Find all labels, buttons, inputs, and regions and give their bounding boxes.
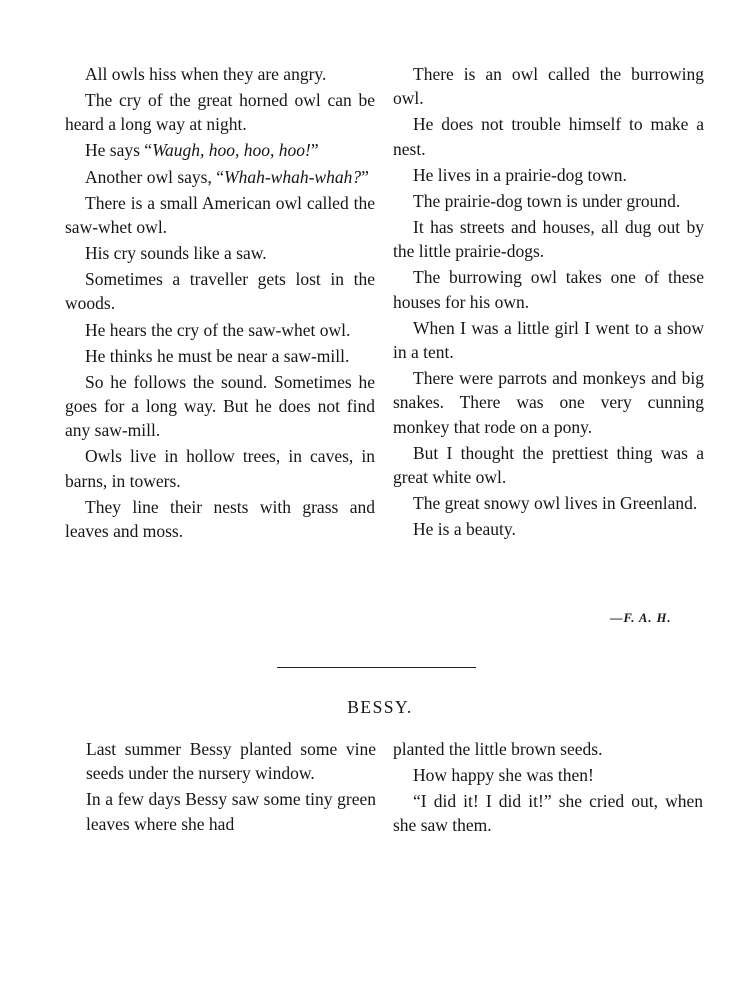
paragraph: “I did it! I did it!” she cried out, when she saw them. [393, 791, 703, 836]
paragraph: planted the little brown seeds. [393, 739, 603, 759]
story-title: BESSY. [347, 697, 413, 717]
paragraph: But I thought the prettiest thing was a great white owl. [393, 442, 704, 488]
paragraph: He hears the cry of the saw-whet owl. [85, 319, 351, 340]
paragraph: They line their nests with grass and leaves and moss. [65, 496, 375, 542]
paragraph: He is a beauty. [413, 519, 516, 540]
bessy-column-left [86, 737, 376, 838]
paragraph: His cry sounds like a saw. [85, 243, 267, 264]
owls-column-left [65, 62, 375, 545]
text-run: Another owl says, “ [85, 166, 225, 187]
owl-cry-italic: Whah-whah-whah? [224, 166, 362, 187]
paragraph: When I was a little girl I went to a show in a tent. [393, 317, 704, 363]
paragraph: In a few days Bessy saw some tiny green leaves where she had [86, 789, 376, 834]
paragraph: All owls hiss when they are angry. [85, 64, 327, 84]
paragraph: The cry of the great horned owl can be heard a long way at night. [65, 90, 375, 135]
bessy-column-right [393, 737, 703, 840]
paragraph: Last summer Bessy planted some vine seeds under the nursery window. [86, 739, 376, 784]
owl-cry-italic: Waugh, hoo, hoo, hoo! [152, 140, 311, 161]
paragraph: Sometimes a traveller gets lost in the woods. [65, 269, 375, 314]
paragraph: The burrowing owl takes one of these houses for his own. [393, 267, 704, 312]
paragraph: He lives in a prairie-dog town. [413, 164, 627, 185]
paragraph: There is an owl called the burrowing owl. [393, 64, 704, 109]
paragraph: How happy she was then! [413, 765, 594, 786]
paragraph: There were parrots and monkeys and big snakes. There was one very cunning monkey that rode on a pony. [393, 368, 704, 437]
paragraph [65, 138, 375, 162]
text-run: ” [310, 140, 319, 161]
paragraph: Owls live in hollow trees, in caves, in barns, in towers. [65, 446, 375, 491]
paragraph: It has streets and houses, all dug out by the little prairie-dogs. [393, 216, 704, 262]
section-divider [277, 667, 476, 668]
owls-column-right [393, 62, 704, 543]
paragraph: So he follows the sound. Sometimes he goes for a long way. But he does not find any saw-mill. [65, 371, 375, 441]
text-run: He says “ [85, 140, 153, 161]
paragraph: He does not trouble himself to make a nest. [393, 114, 704, 159]
author-signature: —F. A. H. [610, 611, 672, 625]
paragraph: There is a small American owl called the saw-whet owl. [65, 192, 375, 237]
paragraph: The great snowy owl lives in Greenland. [413, 493, 698, 514]
paragraph: The prairie-dog town is under ground. [413, 190, 681, 211]
text-run: ” [361, 166, 369, 187]
paragraph [65, 165, 375, 189]
paragraph: He thinks he must be near a saw-mill. [85, 345, 350, 366]
